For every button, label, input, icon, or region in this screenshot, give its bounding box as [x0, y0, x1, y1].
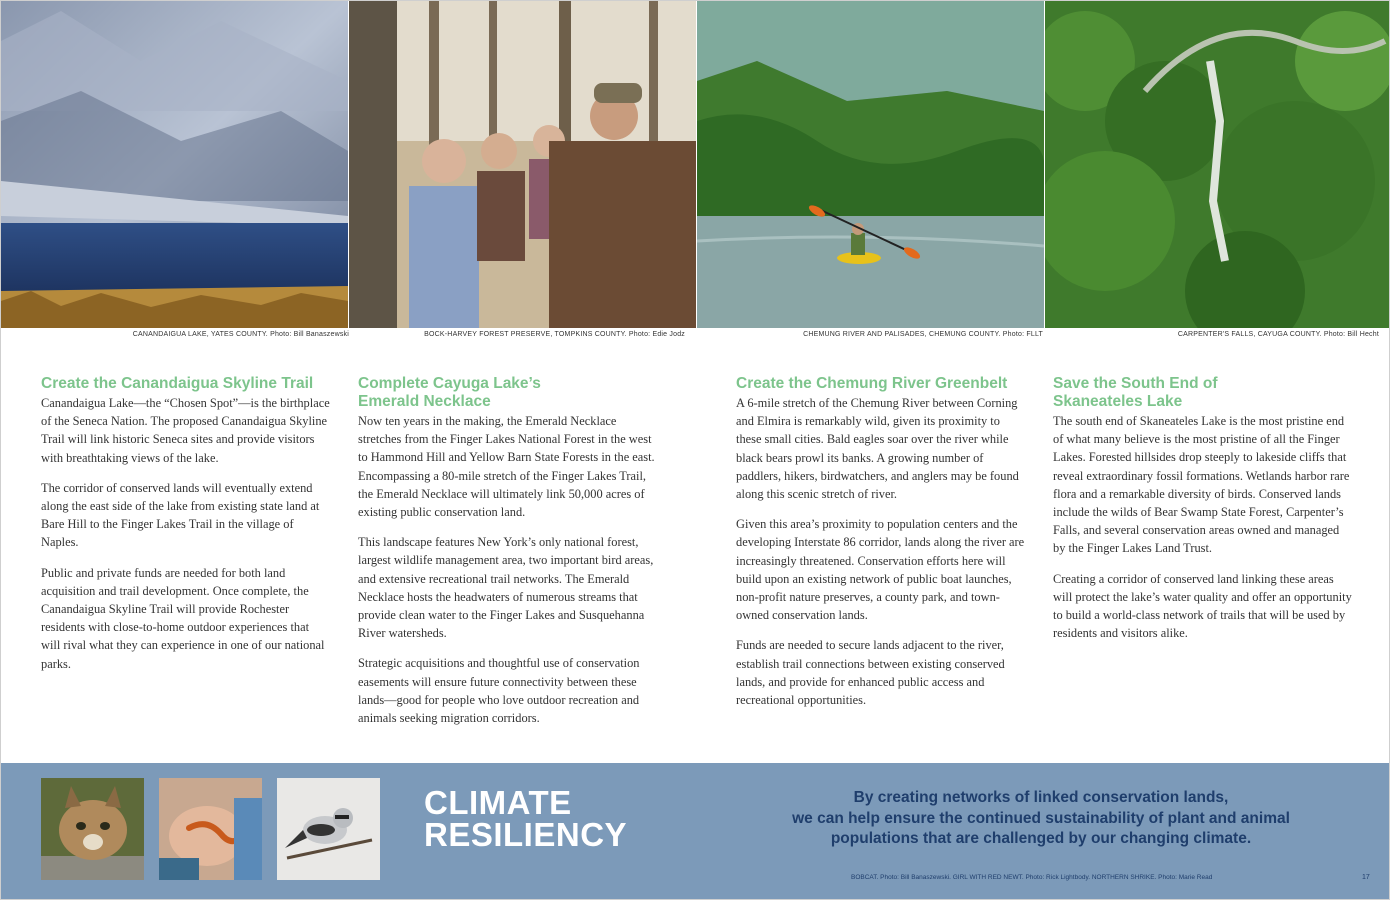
section-canandaigua	[41, 375, 331, 685]
photo-northern-shrike	[277, 778, 380, 880]
photo-captions	[1, 331, 1389, 343]
caption-2: BOCK-HARVEY FOREST PRESERVE, TOMPKINS COUNTY. Photo: Edie Jodz	[424, 331, 685, 338]
caption-4: CARPENTER'S FALLS, CAYUGA COUNTY. Photo: Bill Hecht	[1177, 331, 1379, 338]
section-heading: Complete Cayuga Lake’s Emerald Necklace	[358, 375, 541, 410]
photo-chemung-river	[697, 1, 1044, 328]
section-paragraph: Canandaigua Lake—the “Chosen Spot”—is the birthplace of the Seneca Nation. The proposed Canandaigua Skyline Trail will link historic Seneca sites and provide visitors with breathtaking views of the lake.	[41, 396, 330, 465]
section-paragraph: Strategic acquisitions and thoughtful use of conservation easements will ensure future connectivity between these lands—good for people who love outdoor recreation and animals seeking migration corridors.	[358, 656, 640, 726]
section-paragraph: Now ten years in the making, the Emerald Necklace stretches from the Finger Lakes National Forest in the west to Hammond Hill and Yellow Barn State Forests in the east. Encompassing a 80-mile stretch of the Finger Lakes Trail, the Emerald Necklace will ultimately link 50,000 acres of existing public conservation land.	[358, 414, 655, 520]
climate-quote: By creating networks of linked conservation lands, we can help ensure the continued sustainability of plant and animal populations that are challenged by our changing climate.	[792, 789, 1290, 847]
section-heading: Save the South End of Skaneateles Lake	[1053, 375, 1218, 410]
section-paragraph: A 6-mile stretch of the Chemung River between Corning and Elmira is remarkably wild, given its proximity to these small cities. Bald eagles soar over the river while black bears prowl its banks. A growing number of paddlers, hikers, birdwatchers, and anglers may be found along this scenic stretch of river.	[736, 396, 1019, 502]
section-heading: Create the Canandaigua Skyline Trail	[41, 375, 314, 392]
photo-bock-harvey-forest	[349, 1, 696, 328]
photo-carpenters-falls	[1045, 1, 1389, 328]
section-skaneateles	[1053, 375, 1353, 654]
photo-girl-with-red-newt	[159, 778, 262, 880]
page-number: 17	[1362, 874, 1370, 881]
section-emerald-necklace	[358, 375, 658, 739]
section-paragraph: This landscape features New York’s only national forest, largest wildlife management area, two important bird areas, and extensive recreational trail networks. The Emerald Necklace hosts the headwaters of numerous streams that provide clean water to the Finger Lakes and Susquehanna River watersheds.	[358, 535, 654, 641]
caption-1: CANANDAIGUA LAKE, YATES COUNTY. Photo: Bill Banaszewski	[132, 331, 349, 338]
photo-credits: BOBCAT. Photo: Bill Banaszewski. GIRL WITH RED NEWT. Photo: Rick Lightbody. NORTHERN SHRIKE. Photo: Marie Read	[851, 874, 1213, 881]
section-chemung-river	[736, 375, 1026, 721]
climate-resiliency-band	[1, 763, 1389, 899]
section-paragraph: The south end of Skaneateles Lake is the most pristine end of what many believe is the most pristine of all the Finger Lakes. Forested hillsides drop steeply to lakeside cliffs that reveal extraordinary fossil formations. Wetlands harbor rare flora and a remarkable diversity of birds. Conserved lands include the wilds of Bear Swamp State Forest, Carpenter’s Falls, and several conservation areas owned and managed by the Finger Lakes Land Trust.	[1053, 414, 1350, 556]
section-heading: Create the Chemung River Greenbelt	[736, 375, 1008, 392]
photo-bobcat	[41, 778, 144, 880]
section-paragraph: Given this area’s proximity to population centers and the developing Interstate 86 corridor, lands along the river are increasingly threatened. Conservation efforts here will build upon an existing network of public boat launches, non-profit nature preserves, a county park, and town-owned conservation lands.	[736, 517, 1025, 623]
climate-resiliency-title: CLIMATE RESILIENCY	[424, 784, 628, 853]
photo-canandaigua-lake	[1, 1, 348, 328]
section-paragraph: Funds are needed to secure lands adjacent to the river, establish trail connections between existing conserved lands, and provide for enhanced public access and recreational opportunities.	[736, 638, 1005, 708]
caption-3: CHEMUNG RIVER AND PALISADES, CHEMUNG COUNTY. Photo: FLLT	[803, 331, 1043, 338]
photo-strip	[1, 1, 1389, 328]
section-paragraph: The corridor of conserved lands will eventually extend along the east side of the lake from existing state land at Bare Hill to the Finger Lakes Trail in the village of Naples.	[41, 480, 320, 550]
section-paragraph: Creating a corridor of conserved land linking these areas will protect the lake’s water quality and offer an opportunity to build a world-class network of trails that will be used by residents and visitors alike.	[1053, 571, 1352, 641]
section-paragraph: Public and private funds are needed for both land acquisition and trail development. Once complete, the Canandaigua Skyline Trail will provide Rochester residents with close-to-home outdoor experiences that will rival what they can experience in one of our national parks.	[41, 565, 325, 671]
